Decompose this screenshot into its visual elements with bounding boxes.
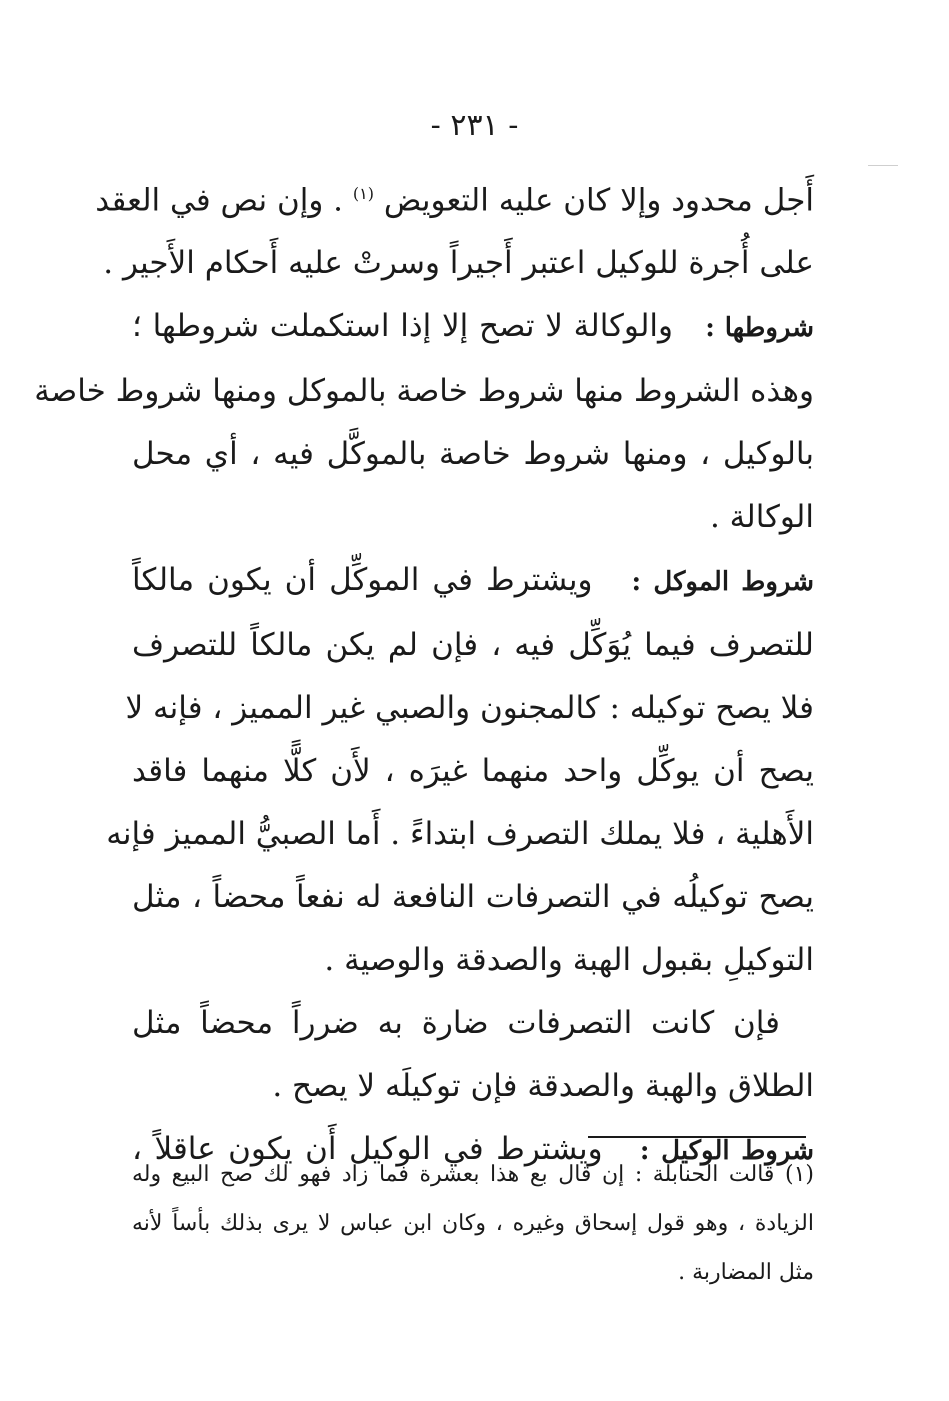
footnote-line-1: (١) قالت الحنابلة : إن قال بع هذا بعشرة فما زاد فهو لك صح البيع وله [132, 1162, 814, 1187]
text-segment: ويشترط في الموكِّل أن يكون مالكاً [132, 562, 593, 599]
paragraph-3-line-1 [132, 549, 814, 614]
paragraph-3-line-5: الأَهلية ، فلا يملك التصرف ابتداءً . أَما الصبيُّ المميز فإنه [106, 816, 814, 853]
paragraph-1-line-2: على أُجرة للوكيل اعتبر أَجيراً وسرتْ عليه أَحكام الأَجير . [103, 245, 814, 282]
paragraph-2-line-4: الوكالة . [709, 499, 814, 536]
body-text [34, 162, 815, 1183]
paragraph-4-line-2: الطلاق والهبة والصدقة فإن توكيلَه لا يصح . [272, 1068, 814, 1105]
paragraph-3-line-4: يصح أن يوكِّل واحد منهما غيرَه ، لأَن كلًّا منهما فاقد [132, 753, 814, 790]
paragraph-3-line-2: للتصرف فيما يُوَكِّل فيه ، فإن لم يكن مالكاً للتصرف [132, 627, 814, 664]
section-heading-principal: شروط الموكل : [631, 567, 815, 598]
paragraph-2-line-3: بالوكيل ، ومنها شروط خاصة بالموكَّل فيه ، أي محل [132, 436, 814, 473]
text-segment: . وإن نص في العقد [95, 182, 344, 219]
section-heading-agent: شروط الوكيل : [639, 1136, 814, 1167]
text-segment: أَجل محدود وإلا كان عليه التعويض [383, 182, 814, 219]
section-heading-conditions: شروطها : [705, 313, 815, 344]
footnote-line-2: الزيادة ، وهو قول إسحاق وغيره ، وكان ابن عباس لا يرى بذلك بأساً لأنه [132, 1211, 814, 1236]
paragraph-1-line-1 [95, 162, 814, 232]
text-segment: ويشترط في الوكيل أَن يكون عاقلاً ، [132, 1131, 603, 1168]
paragraph-4-line-1: فإن كانت التصرفات ضارة به ضرراً محضاً مثل [132, 1005, 780, 1042]
text-segment: والوكالة لا تصح إلا إذا استكملت شروطها ؛ [132, 308, 673, 345]
footnote-separator [588, 1136, 806, 1138]
paragraph-2-line-1 [132, 295, 814, 360]
paragraph-3-line-3: فلا يصح توكيله : كالمجنون والصبي غير المميز ، فإنه لا [125, 690, 814, 727]
footnote-marker: (١) [352, 184, 374, 203]
paragraph-3-line-7: التوكيلِ بقبول الهبة والصدقة والوصية . [324, 942, 814, 979]
margin-mark [868, 165, 898, 166]
page-number: - ٢٣١ - [430, 108, 519, 143]
footnote [132, 1150, 814, 1297]
paragraph-2-line-2: وهذه الشروط منها شروط خاصة بالموكل ومنها شروط خاصة [34, 373, 814, 410]
paragraph-3-line-6: يصح توكيلُه في التصرفات النافعة له نفعاً محضاً ، مثل [132, 879, 814, 916]
footnote-line-3: مثل المضاربة . [678, 1260, 814, 1285]
